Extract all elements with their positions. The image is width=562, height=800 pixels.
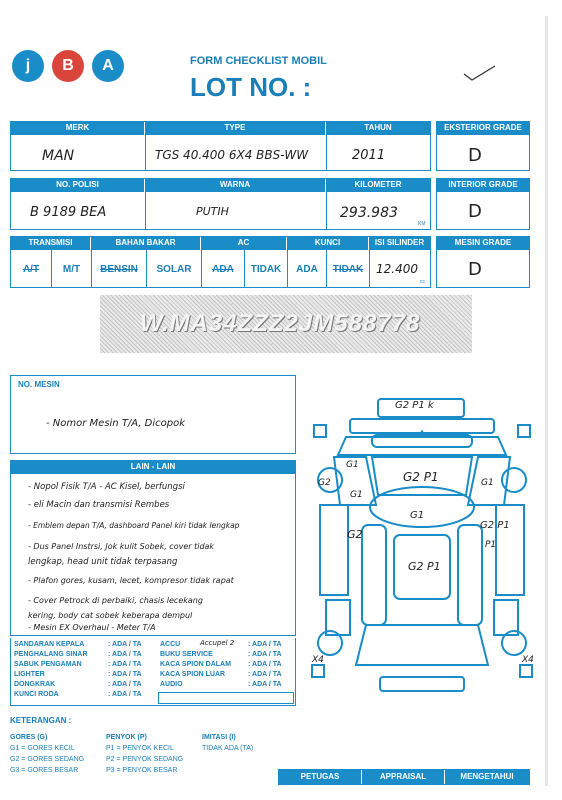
km-unit: KM <box>418 221 426 227</box>
note-line: - Nopol Fisik T/A - AC Kisel, berfungsi <box>28 482 185 492</box>
eq-label: SANDARAN KEPALA <box>14 641 85 648</box>
car-diagram <box>306 395 538 700</box>
note-line: - Mesin EX Overhaul - Meter T/A <box>28 623 156 632</box>
mesin-grade-label: MESIN GRADE <box>437 237 529 250</box>
eq-label: ACCU <box>160 641 181 648</box>
header-nopolisi: NO. POLISI <box>11 179 145 192</box>
eq-label: KACA SPION LUAR <box>160 671 226 678</box>
divider <box>145 192 146 229</box>
mark: P1 <box>485 540 497 550</box>
no-mesin-value: - Nomor Mesin T/A, Dicopok <box>46 418 186 429</box>
form-title: FORM CHECKLIST MOBIL <box>190 55 327 67</box>
form-page: j B A FORM CHECKLIST MOBIL LOT NO. : MERK TYPE TAHUN MAN TGS 40.400 6X4 BBS-WW 2011 EKSTERIOR GRADE D NO. POLISI WARNA KILOMETER B 9189 BEA PUTIH 293.983 KM INTERIOR GRADE D TRANSMISI BAHAN BAKAR AC KUNCI ISI SILINDER A/T M/T BENSIN SOLAR ADA TIDAK ADA TIDAK 12.400 cc MESIN GRADE D W.MA34ZZZ2JM588778 NO. MESIN - Nomor Mesin T/A, Dicopok LAIN - LAIN - Nopol Fisik T/A - AC Kisel, berfungsi - eli Macin dan transmisi Rembes - Emblem depan T/A, dashboard Panel kiri tidak lengkap - Dus Panel Instrsi, Jok kulit Sobek, cover tidak lengkap, head unit tidak terpasang - Plafon gores, kusam, lecet, kompresor tidak rapat - Cover Petrock di perbaiki, chasis lecekang kering, body cat sobek keberapa dempul - Mesin EX Overhaul - Meter T/A SANDARAN KEPALA : ADA / TA PENGHALANG SINAR : ADA / TA SABUK PENGAMAN : ADA / TA LIGHTER : ADA / TA DONGKRAK : ADA / TA KUNCI RODA : ADA / TA ACCU : ADA / TA Accupel 2 BUKU SERVICE : ADA / TA KACA SPION DALAM : ADA / TA KACA SPION LUAR : ADA / TA AUDIO : ADA / TA G2 P1 k G2 P1 G1 G2 G2 P1 G2 P1 G1 G2 G1 G1 P1 X4 X4 KETERANGAN : GORES (G) G1 = GORES KECIL G2 = GORES SEDANG G3 = GORES BESAR PENYOK (P) P1 = PENYOK KECIL P2 = PENYOK SEDANG P3 = PENYOK BESAR IMITASI (I) TIDAK ADA (TA) PETUGAS APPRAISAL MENGETAHUI <box>0 0 562 800</box>
header-type: TYPE <box>145 122 326 135</box>
eq-value: ADA / TA <box>252 661 282 668</box>
eq-value: ADA / TA <box>112 691 142 698</box>
header-kunci: KUNCI <box>287 237 369 250</box>
option-at[interactable]: A/T <box>22 264 40 275</box>
value-nopolisi: B 9189 BEA <box>30 205 107 220</box>
mark: G2 P1 <box>480 520 510 531</box>
legend-title: GORES (G) <box>10 734 48 741</box>
note-line: - Dus Panel Instrsi, Jok kulit Sobek, cover tidak <box>28 542 215 551</box>
logo-circle-j: j <box>12 50 44 82</box>
silinder-unit: cc <box>420 279 425 285</box>
eq-label: SABUK PENGAMAN <box>14 661 82 668</box>
legend-title: PENYOK (P) <box>106 734 147 741</box>
option-bensin[interactable]: BENSIN <box>100 264 138 275</box>
int-grade-value: D <box>468 201 482 222</box>
eq-value: ADA / TA <box>112 671 142 678</box>
audio-extra-field[interactable] <box>158 692 294 704</box>
eq-label: DONGKRAK <box>14 681 56 688</box>
value-type: TGS 40.400 6X4 BBS-WW <box>155 148 309 162</box>
mark: G2 <box>347 528 363 541</box>
no-mesin-label: NO. MESIN <box>18 380 60 389</box>
divider <box>326 192 327 229</box>
eq-value: ADA / TA <box>112 651 142 658</box>
legend-item: G3 = GORES BESAR <box>10 767 79 774</box>
note-line: lengkap, head unit tidak terpasang <box>28 557 178 567</box>
header-warna: WARNA <box>145 179 326 192</box>
mark: G2 P1 <box>403 470 439 484</box>
ext-grade-value: D <box>468 145 482 166</box>
legend-item: P1 = PENYOK KECIL <box>106 745 174 752</box>
mark: G1 <box>481 478 494 488</box>
value-kilometer: 293.983 <box>340 205 398 221</box>
divider <box>326 135 327 170</box>
mark: X4 <box>312 655 324 665</box>
lain-label: LAIN - LAIN <box>11 461 295 474</box>
eq-label: BUKU SERVICE <box>160 651 213 658</box>
eq-value: ADA / TA <box>252 651 282 658</box>
value-isi-silinder: 12.400 <box>376 262 418 276</box>
mark: G1 <box>346 460 359 470</box>
eq-value: ADA / TA <box>252 681 282 688</box>
value-tahun: 2011 <box>352 148 386 163</box>
signature-mengetahui: MENGETAHUI <box>445 770 529 784</box>
eq-value: ADA / TA <box>112 681 142 688</box>
divider <box>145 135 146 170</box>
int-grade-label: INTERIOR GRADE <box>437 179 529 192</box>
logo-circle-b: B <box>52 50 84 82</box>
mark: G2 P1 k <box>395 400 434 411</box>
option-kunci-ada[interactable]: ADA <box>296 264 318 275</box>
header-transmisi: TRANSMISI <box>11 237 91 250</box>
mark: G1 <box>410 510 425 521</box>
eq-label: KUNCI RODA <box>14 691 59 698</box>
header-merk: MERK <box>11 122 145 135</box>
option-mt[interactable]: M/T <box>62 264 81 275</box>
legend-item: P3 = PENYOK BESAR <box>106 767 178 774</box>
header-bahan-bakar: BAHAN BAKAR <box>91 237 201 250</box>
page-edge <box>545 16 548 786</box>
mark: G2 <box>318 478 331 488</box>
value-warna: PUTIH <box>196 205 229 218</box>
value-merk: MAN <box>42 148 75 164</box>
signature-appraisal: APPRAISAL <box>362 770 445 784</box>
eq-label: PENGHALANG SINAR <box>14 651 88 658</box>
eq-label: KACA SPION DALAM <box>160 661 231 668</box>
lot-label: LOT NO. : <box>190 72 312 102</box>
mark: G2 P1 <box>408 560 441 573</box>
legend-title: IMITASI (I) <box>202 734 236 741</box>
mark: X4 <box>522 655 534 665</box>
chassis-rubbing-text: W.MA34ZZZ2JM588778 <box>140 310 421 337</box>
keterangan-title: KETERANGAN : <box>10 716 72 725</box>
eq-value: ADA / TA <box>112 661 142 668</box>
legend-item: TIDAK ADA (TA) <box>202 745 254 752</box>
eq-value: ADA / TA <box>252 641 282 648</box>
mark: G1 <box>350 490 363 500</box>
option-solar[interactable]: SOLAR <box>156 264 192 275</box>
header-isi-silinder: ISI SILINDER <box>369 237 430 250</box>
header-tahun: TAHUN <box>326 122 430 135</box>
eq-value: ADA / TA <box>112 641 142 648</box>
accu-note: Accupel 2 <box>200 639 235 647</box>
eq-label: AUDIO <box>160 681 183 688</box>
logo-circle-a: A <box>92 50 124 82</box>
option-kunci-tidak[interactable]: TIDAK <box>332 264 364 275</box>
legend-item: G2 = GORES SEDANG <box>10 756 85 763</box>
eq-label: LIGHTER <box>14 671 45 678</box>
note-line: - Plafon gores, kusam, lecet, kompresor tidak rapat <box>28 576 234 585</box>
signature-petugas: PETUGAS <box>279 770 362 784</box>
legend-item: P2 = PENYOK SEDANG <box>106 756 184 763</box>
eq-value: ADA / TA <box>252 671 282 678</box>
header-kilometer: KILOMETER <box>326 179 430 192</box>
note-line: - Emblem depan T/A, dashboard Panel kiri tidak lengkap <box>28 521 240 530</box>
note-line: - eli Macin dan transmisi Rembes <box>28 500 170 510</box>
mesin-grade-value: D <box>468 259 482 280</box>
option-ac-ada[interactable]: ADA <box>212 264 234 275</box>
legend-item: G1 = GORES KECIL <box>10 745 75 752</box>
check-mark-icon <box>462 62 498 84</box>
header-ac: AC <box>201 237 287 250</box>
note-line: - Cover Petrock di perbaiki, chasis lecekang <box>28 596 203 605</box>
ext-grade-label: EKSTERIOR GRADE <box>437 122 529 135</box>
option-ac-tidak[interactable]: TIDAK <box>250 264 282 275</box>
note-line: kering, body cat sobek keberapa dempul <box>28 611 193 620</box>
